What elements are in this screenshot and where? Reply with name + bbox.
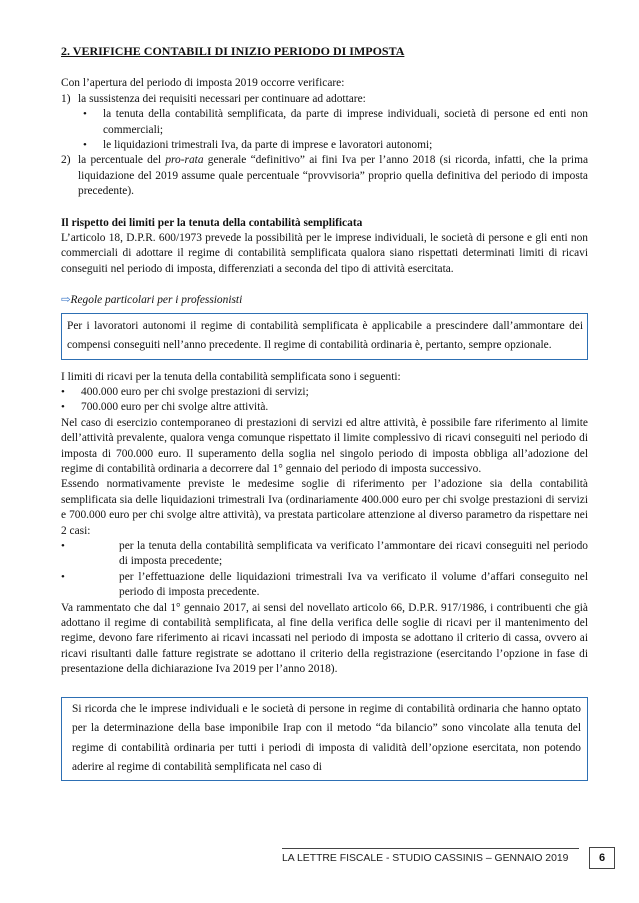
list-item-text: la tenuta della contabilità semplificata, da parte di imprese individuali, società di persone ed enti non commerciali; bbox=[103, 108, 588, 136]
item-text: la sussistenza dei requisiti necessari per continuare ad adottare: bbox=[78, 92, 366, 105]
thresholds-paragraph-3: Va rammentato che dal 1° gennaio 2017, ai sensi del novellato articolo 66, D.P.R. 917/1986, i contribuenti che già adottano il regime di contabilità semplificata, al fine della verifica delle soglie di ricavi per il mantenimento del regime, devono fare riferimento ai ricavi incassati nel periodo di imposta se adottano il criterio di cassa, ovvero ai ricavi risultanti dalle fatture registrate se adottano il criterio della registrazione (esercitando l’opzione in fase di presentazione della dichiarazione Iva 2019 per l’anno 2018). bbox=[61, 601, 588, 676]
list-item bbox=[61, 539, 588, 570]
bullet-icon: • bbox=[61, 570, 65, 583]
list-item-text: 400.000 euro per chi svolge prestazioni di servizi; bbox=[81, 385, 309, 398]
item-number: 2) bbox=[61, 154, 71, 167]
list-item bbox=[61, 385, 588, 400]
list-item bbox=[61, 138, 588, 153]
arrow-right-icon: ⇨ bbox=[61, 294, 71, 307]
list-item bbox=[61, 107, 588, 138]
bullet-icon: • bbox=[83, 108, 87, 121]
limits-heading: Il rispetto dei limiti per la tenuta della contabilità semplificata bbox=[61, 216, 363, 229]
list-item-text: le liquidazioni trimestrali Iva, da parte di imprese e lavoratori autonomi; bbox=[103, 139, 433, 152]
intro-text: Con l’apertura del periodo di imposta 2019 occorre verificare: bbox=[61, 77, 345, 90]
bullet-icon: • bbox=[61, 385, 65, 398]
list-item bbox=[61, 400, 588, 415]
list-item-text: per l’effettuazione delle liquidazioni trimestrali Iva va verificato il volume d’affari conseguito nel periodo di imposta precedente. bbox=[119, 570, 588, 599]
list-item-text: per la tenuta della contabilità semplificata va verificato l’ammontare dei ricavi conseguiti nel periodo di imposta precedente; bbox=[119, 539, 588, 568]
list-item bbox=[61, 570, 588, 601]
list-item-text: 700.000 euro per chi svolge altre attività. bbox=[81, 401, 269, 414]
footer-divider bbox=[282, 848, 579, 849]
thresholds-paragraph-2: Essendo normativamente previste le medesime soglie di riferimento per l’adozione sia della contabilità semplificata sia delle liquidazioni trimestrali Iva (ordinariamente 400.000 euro per chi svolge prestazioni di servizi e 700.000 euro per chi svolge altre attività), va prestata particolare attenzione al diverso parametro da rispettare nei 2 casi: bbox=[61, 478, 588, 537]
professionals-link-label: Regole particolari per i professionisti bbox=[70, 294, 243, 307]
bullet-icon: • bbox=[61, 401, 65, 414]
bullet-icon: • bbox=[61, 539, 65, 552]
item-text: la percentuale del pro-rata generale “definitivo” ai fini Iva per l’anno 2018 (si ricorda, infatti, che la prima liquidazione del 2019 assume quale percentuale “provvisoria” proprio quella definitiva del periodo di imposta precedente). bbox=[78, 154, 588, 198]
irap-note-box: Si ricorda che le imprese individuali e le società di persone in regime di contabilità ordinaria che hanno optato per la determinazione della base imponibile Irap con il metodo “da bilancio” sono vincolate alla tenuta del regime di contabilità ordinaria per tutti i periodi di imposta di validità dell’opzione esercitata, non potendo aderire al regime di contabilità semplificata nel caso di bbox=[61, 697, 588, 781]
page-body bbox=[61, 44, 588, 781]
thresholds-paragraph-1: Nel caso di esercizio contemporaneo di prestazioni di servizi ed altre attività, è possibile fare riferimento al limite dell’attività prevalente, qualora venga comunque rispettato il limite complessivo di ricavi conseguiti nel periodo di imposta di 700.000 euro. Il superamento della soglia nel singolo periodo di imposta obbliga all’adozione del regime di contabilità ordinaria a decorrere dal 1° gennaio del periodo di imposta successivo. bbox=[61, 416, 588, 475]
professionals-link[interactable] bbox=[61, 293, 588, 308]
pro-rata-term: pro-rata bbox=[165, 154, 204, 167]
professionals-note-box: Per i lavoratori autonomi il regime di contabilità semplificata è applicabile a prescindere dall’ammontare dei compensi conseguiti nell’anno precedente. Il regime di contabilità ordinaria è, pertanto, sempre opzionale. bbox=[61, 313, 588, 360]
bullet-icon: • bbox=[83, 139, 87, 152]
limits-paragraph: L’articolo 18, D.P.R. 600/1973 prevede la possibilità per le imprese individuali, le società di persone e gli enti non commerciali di adottare il regime di contabilità semplificata qualora siano rispettati determinati limiti di ricavi conseguiti nel periodo di imposta, differenziati a seconda del tipo di attività esercitata. bbox=[61, 232, 588, 275]
section-title: 2. VERIFICHE CONTABILI DI INIZIO PERIODO DI IMPOSTA bbox=[61, 44, 405, 58]
footer-text: LA LETTRE FISCALE - STUDIO CASSINIS – GENNAIO 2019 bbox=[282, 853, 569, 864]
page-number: 6 bbox=[589, 847, 615, 869]
item-number: 1) bbox=[61, 92, 71, 105]
numbered-item-1 bbox=[61, 92, 588, 107]
numbered-item-2 bbox=[61, 153, 588, 199]
thresholds-intro: I limiti di ricavi per la tenuta della contabilità semplificata sono i seguenti: bbox=[61, 370, 401, 383]
